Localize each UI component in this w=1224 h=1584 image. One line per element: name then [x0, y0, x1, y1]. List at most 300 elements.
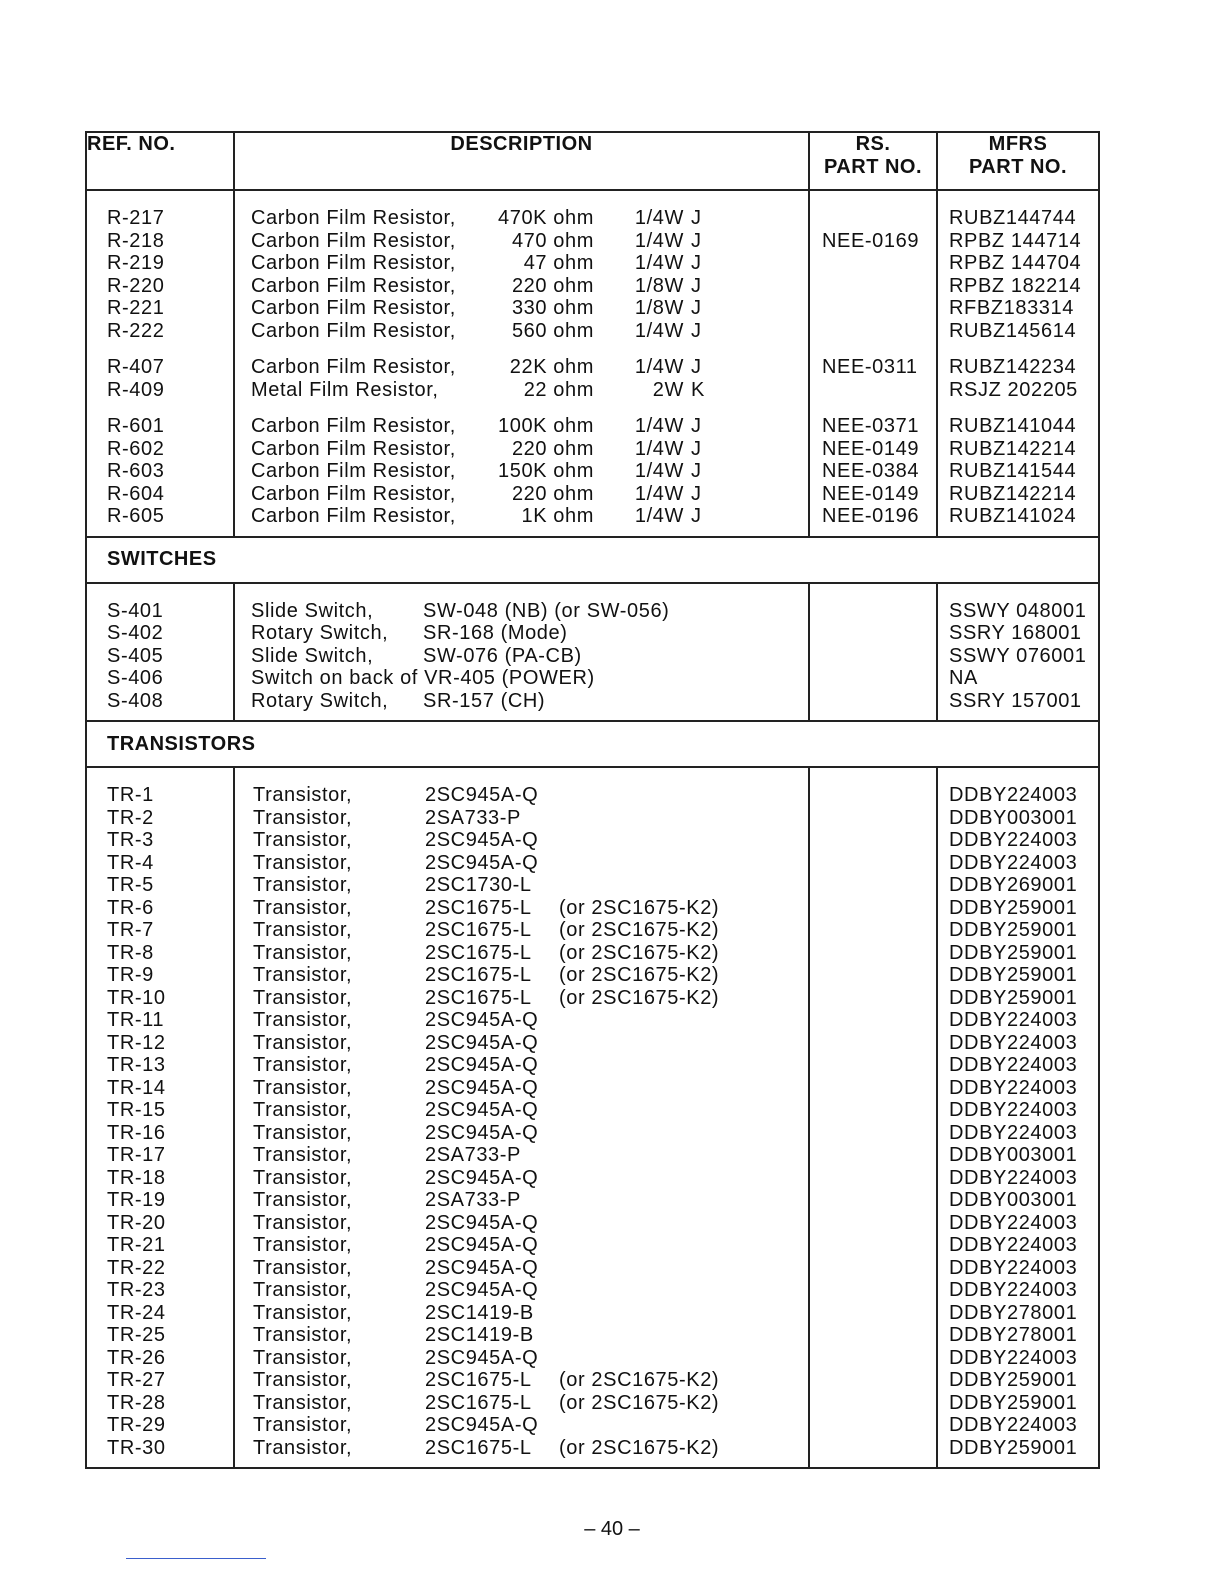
part-type: Carbon Film Resistor,	[251, 482, 456, 505]
mfrs-part-no: DDBY003001	[949, 1189, 1078, 1211]
part-type: Transistor,	[253, 1054, 353, 1076]
resistance-value: 47 ohm	[523, 252, 594, 274]
resistor-description	[251, 207, 808, 230]
rs-part-no	[822, 379, 936, 402]
rs-part-no	[822, 1347, 936, 1370]
part-type: Slide Switch,	[251, 599, 374, 622]
mfrs-part-no: DDBY278001	[949, 1301, 1078, 1324]
mfrs-part-no: DDBY224003	[949, 1256, 1078, 1279]
rs-part-no	[822, 942, 936, 965]
part-type: Slide Switch,	[251, 644, 374, 667]
transistor-description	[251, 1257, 808, 1280]
header-rs-part-no	[809, 132, 937, 190]
resistor-description	[251, 460, 808, 483]
ref-no: R-601	[107, 415, 165, 437]
part-type: Transistor,	[253, 1166, 353, 1189]
transistor-model: 2SC945A-Q	[425, 1054, 539, 1076]
rs-part-no: NEE-0169	[822, 229, 920, 252]
transistor-model: 2SC945A-Q	[425, 1121, 539, 1144]
resistance-value: 150K ohm	[498, 460, 594, 482]
ref-no: R-218	[107, 229, 165, 252]
transistor-model: 2SA733-P	[425, 806, 521, 829]
rs-part-no	[822, 829, 936, 852]
rs-part-no	[822, 645, 936, 668]
part-type: Transistor,	[253, 1144, 353, 1166]
header-mfrs-line2: PART NO.	[968, 156, 1068, 178]
mfrs-part-no: DDBY224003	[949, 1211, 1078, 1234]
rs-part-no	[822, 1234, 936, 1257]
part-type: Transistor,	[253, 964, 353, 986]
resistor-description	[251, 252, 808, 275]
mfrs-part-no: RFBZ183314	[949, 297, 1074, 319]
transistor-description	[251, 1324, 808, 1347]
wattage: 1/4W	[634, 460, 684, 482]
switches-section-row	[86, 537, 1099, 583]
parts-table	[85, 131, 1100, 1469]
mfrs-part-no: DDBY259001	[949, 896, 1078, 919]
part-type: Rotary Switch,	[251, 689, 389, 712]
transistor-description	[251, 1009, 808, 1032]
ref-no: TR-18	[107, 1166, 166, 1189]
rs-part-no	[822, 919, 936, 942]
part-type: Transistor,	[253, 1414, 353, 1436]
mfrs-part-no: RUBZ141044	[949, 415, 1077, 437]
tolerance-code: J	[691, 415, 702, 437]
transistor-model: 2SA733-P	[425, 1189, 521, 1211]
ref-no: TR-28	[107, 1391, 166, 1414]
part-type: Transistor,	[253, 784, 353, 806]
switch-description	[251, 645, 808, 668]
mfrs-part-no: DDBY224003	[949, 1009, 1078, 1031]
part-type: Transistor,	[253, 986, 353, 1009]
part-type: Transistor,	[253, 919, 353, 941]
part-type: Switch on back of VR-405 (POWER)	[251, 667, 595, 689]
part-type: Transistor,	[253, 1346, 353, 1369]
transistor-description	[251, 987, 808, 1010]
rs-part-no: NEE-0149	[822, 482, 920, 505]
part-type: Transistor,	[253, 806, 353, 829]
alternate-model: (or 2SC1675-K2)	[559, 964, 720, 986]
ref-no: R-605	[107, 505, 165, 527]
wattage: 1/4W	[634, 415, 684, 437]
ref-no: TR-29	[107, 1414, 166, 1436]
resistor-description	[251, 230, 808, 253]
part-type: Transistor,	[253, 1279, 353, 1301]
rs-part-no	[822, 320, 936, 343]
part-type: Carbon Film Resistor,	[251, 319, 456, 342]
tolerance-code: J	[691, 229, 702, 252]
ref-no: TR-9	[107, 964, 154, 986]
ref-no: S-405	[107, 644, 164, 667]
transistor-description	[251, 1392, 808, 1415]
transistor-model: 2SC1675-L	[425, 919, 532, 941]
mfrs-part-no: DDBY259001	[949, 964, 1078, 986]
transistor-model: 2SC1675-L	[425, 1391, 532, 1414]
mfrs-part-no: DDBY003001	[949, 1144, 1078, 1166]
part-type: Transistor,	[253, 1099, 353, 1121]
part-type: Transistor,	[253, 1391, 353, 1414]
mfrs-part-no: DDBY224003	[949, 1346, 1078, 1369]
switches-block	[86, 583, 1099, 722]
ref-no: TR-27	[107, 1369, 166, 1391]
part-type: Transistor,	[253, 1076, 353, 1099]
rs-part-no	[822, 1257, 936, 1280]
mfrs-part-no: DDBY224003	[949, 1099, 1078, 1121]
transistor-description	[251, 1347, 808, 1370]
rs-part-no	[822, 1009, 936, 1032]
resistance-value: 470K ohm	[498, 207, 594, 229]
mfrs-part-no: SSRY 157001	[949, 689, 1082, 712]
transistor-description	[251, 964, 808, 987]
mfrs-part-no: DDBY003001	[949, 806, 1078, 829]
mfrs-part-no: DDBY224003	[949, 1054, 1078, 1076]
part-type: Transistor,	[253, 1301, 353, 1324]
rs-part-no	[822, 987, 936, 1010]
transistor-model: 2SC945A-Q	[425, 1256, 539, 1279]
wattage: 1/8W	[634, 297, 684, 319]
ref-no: TR-14	[107, 1076, 166, 1099]
transistor-description	[251, 784, 808, 807]
rs-part-no	[822, 1189, 936, 1212]
part-type: Transistor,	[253, 1369, 353, 1391]
mfrs-part-no: DDBY259001	[949, 941, 1078, 964]
ref-no: TR-15	[107, 1099, 166, 1121]
wattage: 1/4W	[634, 505, 684, 527]
part-type: Metal Film Resistor,	[251, 378, 439, 401]
part-type: Carbon Film Resistor,	[251, 229, 456, 252]
group-spacer	[949, 401, 1098, 415]
rs-part-no	[822, 252, 936, 275]
table-header-row	[86, 132, 1099, 190]
mfrs-part-no: RPBZ 144714	[949, 229, 1082, 252]
ref-no: TR-23	[107, 1279, 166, 1301]
resistor-rs-column	[810, 191, 936, 536]
ref-no: TR-4	[107, 851, 154, 874]
group-spacer	[822, 342, 936, 356]
rs-part-no	[822, 297, 936, 320]
resistance-value: 22K ohm	[509, 356, 594, 378]
switch-description	[251, 600, 808, 623]
rs-part-no	[822, 1032, 936, 1055]
rs-part-no	[822, 1099, 936, 1122]
resistor-description	[251, 297, 808, 320]
ref-no: TR-6	[107, 896, 154, 919]
transistor-description	[251, 1144, 808, 1167]
mfrs-part-no: DDBY224003	[949, 1234, 1078, 1256]
rs-part-no	[822, 1212, 936, 1235]
tolerance-code: J	[691, 460, 702, 482]
transistor-model: 2SC945A-Q	[425, 1346, 539, 1369]
wattage: 1/4W	[634, 252, 684, 274]
switch-ref-column	[87, 584, 233, 721]
mfrs-part-no: DDBY224003	[949, 829, 1078, 851]
resistance-value: 220 ohm	[511, 274, 594, 297]
transistor-model: 2SC1675-L	[425, 964, 532, 986]
mfrs-part-no: DDBY224003	[949, 784, 1078, 806]
tolerance-code: J	[691, 207, 702, 229]
mfrs-part-no: SSRY 168001	[949, 622, 1082, 644]
wattage: 2W	[652, 378, 684, 401]
transistor-description-column	[235, 768, 808, 1467]
alternate-model: (or 2SC1675-K2)	[559, 941, 720, 964]
resistor-description-column	[235, 191, 808, 536]
ref-no: R-217	[107, 207, 165, 229]
transistor-model: 2SC1675-L	[425, 986, 532, 1009]
switch-model: SR-157 (CH)	[423, 689, 546, 712]
mfrs-part-no: RSJZ 202205	[949, 378, 1078, 401]
transistor-model: 2SC945A-Q	[425, 1234, 539, 1256]
resistance-value: 470 ohm	[511, 229, 594, 252]
alternate-model: (or 2SC1675-K2)	[559, 919, 720, 941]
rs-part-no	[822, 1392, 936, 1415]
transistor-description	[251, 807, 808, 830]
transistor-description	[251, 1234, 808, 1257]
rs-part-no	[822, 1167, 936, 1190]
resistor-description	[251, 483, 808, 506]
wattage: 1/4W	[634, 319, 684, 342]
part-type: Transistor,	[253, 1009, 353, 1031]
resistance-value: 220 ohm	[511, 482, 594, 505]
transistor-description	[251, 1032, 808, 1055]
transistor-description	[251, 897, 808, 920]
transistor-description	[251, 1302, 808, 1325]
transistor-model: 2SA733-P	[425, 1144, 521, 1166]
transistors-section-row	[86, 721, 1099, 767]
transistor-rs-column	[810, 768, 936, 1467]
rs-part-no	[822, 1122, 936, 1145]
rs-part-no: NEE-0384	[822, 460, 920, 482]
transistor-model: 2SC1675-L	[425, 1436, 532, 1459]
scan-artifact-line	[126, 1558, 266, 1559]
rs-part-no	[822, 1077, 936, 1100]
alternate-model: (or 2SC1675-K2)	[559, 1369, 720, 1391]
transistor-model: 2SC1419-B	[425, 1301, 534, 1324]
transistor-description	[251, 1212, 808, 1235]
ref-no: TR-17	[107, 1144, 166, 1166]
rs-part-no	[822, 275, 936, 298]
wattage: 1/4W	[634, 482, 684, 505]
mfrs-part-no: DDBY269001	[949, 874, 1078, 896]
ref-no: R-221	[107, 297, 165, 319]
mfrs-part-no: DDBY224003	[949, 851, 1078, 874]
group-spacer	[107, 401, 233, 415]
switch-model: SW-076 (PA-CB)	[423, 644, 582, 667]
resistor-mfrs-column	[938, 191, 1098, 536]
alternate-model: (or 2SC1675-K2)	[559, 1436, 720, 1459]
switch-model: SR-168 (Mode)	[423, 622, 568, 644]
part-type: Carbon Film Resistor,	[251, 297, 456, 319]
ref-no: S-402	[107, 622, 164, 644]
ref-no: TR-19	[107, 1189, 166, 1211]
part-type: Transistor,	[253, 1031, 353, 1054]
transistor-model: 2SC945A-Q	[425, 829, 539, 851]
header-description: DESCRIPTION	[234, 132, 809, 190]
part-type: Transistor,	[253, 896, 353, 919]
ref-no: R-219	[107, 252, 165, 274]
transistor-model: 2SC945A-Q	[425, 1031, 539, 1054]
tolerance-code: J	[691, 319, 702, 342]
page-number: – 40 –	[584, 1518, 640, 1540]
ref-no: TR-20	[107, 1211, 166, 1234]
part-type: Transistor,	[253, 829, 353, 851]
ref-no: TR-7	[107, 919, 154, 941]
transistor-model: 2SC945A-Q	[425, 1414, 539, 1436]
transistor-model: 2SC945A-Q	[425, 1279, 539, 1301]
rs-part-no	[822, 1279, 936, 1302]
ref-no: TR-1	[107, 784, 154, 806]
rs-part-no	[822, 1437, 936, 1460]
ref-no: TR-25	[107, 1324, 166, 1346]
switch-description	[251, 622, 808, 645]
rs-part-no	[822, 207, 936, 230]
resistance-value: 560 ohm	[511, 319, 594, 342]
transistor-description	[251, 942, 808, 965]
transistor-description	[251, 1369, 808, 1392]
transistor-model: 2SC945A-Q	[425, 1076, 539, 1099]
part-type: Carbon Film Resistor,	[251, 252, 456, 274]
mfrs-part-no: SSWY 076001	[949, 644, 1087, 667]
part-type: Rotary Switch,	[251, 622, 389, 644]
mfrs-part-no: DDBY259001	[949, 1436, 1078, 1459]
part-type: Transistor,	[253, 941, 353, 964]
mfrs-part-no: RUBZ141024	[949, 505, 1077, 527]
header-mfrs-part-no	[937, 132, 1099, 190]
rs-part-no	[822, 600, 936, 623]
header-mfrs-line1: MFRS	[988, 133, 1048, 155]
rs-part-no: NEE-0311	[822, 356, 918, 378]
resistor-description	[251, 320, 808, 343]
ref-no: TR-5	[107, 874, 154, 896]
transistor-model: 2SC945A-Q	[425, 1166, 539, 1189]
switch-description	[251, 690, 808, 713]
rs-part-no	[822, 807, 936, 830]
tolerance-code: J	[691, 356, 702, 378]
resistance-value: 220 ohm	[511, 437, 594, 460]
transistor-description	[251, 1167, 808, 1190]
ref-no: S-406	[107, 667, 164, 689]
rs-part-no	[822, 622, 936, 645]
group-spacer	[251, 342, 808, 356]
transistors-block	[86, 767, 1099, 1468]
mfrs-part-no: SSWY 048001	[949, 599, 1087, 622]
resistor-description	[251, 379, 808, 402]
rs-part-no	[822, 1324, 936, 1347]
resistor-ref-column	[87, 191, 233, 536]
mfrs-part-no: RUBZ145614	[949, 319, 1077, 342]
mfrs-part-no: RPBZ 182214	[949, 274, 1082, 297]
group-spacer	[822, 401, 936, 415]
part-type: Transistor,	[253, 1121, 353, 1144]
ref-no: TR-16	[107, 1121, 166, 1144]
transistor-description	[251, 874, 808, 897]
transistor-description	[251, 1054, 808, 1077]
resistor-description	[251, 275, 808, 298]
mfrs-part-no: DDBY224003	[949, 1279, 1078, 1301]
ref-no: TR-8	[107, 941, 154, 964]
mfrs-part-no: DDBY224003	[949, 1414, 1078, 1436]
resistance-value: 100K ohm	[498, 415, 594, 437]
rs-part-no	[822, 852, 936, 875]
part-type: Carbon Film Resistor,	[251, 437, 456, 460]
mfrs-part-no: DDBY259001	[949, 1369, 1078, 1391]
tolerance-code: J	[691, 297, 702, 319]
ref-no: TR-22	[107, 1256, 166, 1279]
transistor-description	[251, 1122, 808, 1145]
switch-description-column	[235, 584, 808, 721]
group-spacer	[251, 401, 808, 415]
resistor-description	[251, 438, 808, 461]
ref-no: S-401	[107, 599, 164, 622]
rs-part-no	[822, 1054, 936, 1077]
switch-rs-column	[810, 584, 936, 721]
mfrs-part-no: RUBZ144744	[949, 207, 1077, 229]
part-type: Transistor,	[253, 1234, 353, 1256]
alternate-model: (or 2SC1675-K2)	[559, 986, 720, 1009]
part-type: Carbon Film Resistor,	[251, 207, 456, 229]
tolerance-code: J	[691, 505, 702, 527]
tolerance-code: J	[691, 252, 702, 274]
rs-part-no	[822, 1144, 936, 1167]
part-type: Transistor,	[253, 1324, 353, 1346]
wattage: 1/4W	[634, 437, 684, 460]
ref-no: R-603	[107, 460, 165, 482]
ref-no: TR-13	[107, 1054, 166, 1076]
rs-part-no	[822, 964, 936, 987]
transistor-description	[251, 1099, 808, 1122]
ref-no: R-604	[107, 482, 165, 505]
ref-no: S-408	[107, 689, 164, 712]
transistor-description	[251, 829, 808, 852]
rs-part-no	[822, 897, 936, 920]
part-type: Transistor,	[253, 851, 353, 874]
ref-no: R-407	[107, 356, 165, 378]
mfrs-part-no: DDBY224003	[949, 1121, 1078, 1144]
mfrs-part-no: DDBY259001	[949, 986, 1078, 1009]
transistor-mfrs-column	[938, 768, 1098, 1467]
tolerance-code: J	[691, 437, 702, 460]
tolerance-code: K	[691, 378, 705, 401]
transistor-ref-column	[87, 768, 233, 1467]
switches-section-title: SWITCHES	[86, 537, 1099, 583]
mfrs-part-no: RUBZ142214	[949, 437, 1077, 460]
part-type: Carbon Film Resistor,	[251, 505, 456, 527]
resistor-description	[251, 356, 808, 379]
rs-part-no: NEE-0149	[822, 437, 920, 460]
rs-part-no	[822, 667, 936, 690]
ref-no: TR-2	[107, 806, 154, 829]
part-type: Carbon Film Resistor,	[251, 274, 456, 297]
wattage: 1/4W	[634, 356, 684, 378]
transistor-model: 2SC945A-Q	[425, 1211, 539, 1234]
transistor-description	[251, 852, 808, 875]
part-type: Transistor,	[253, 1436, 353, 1459]
transistor-description	[251, 919, 808, 942]
rs-part-no	[822, 784, 936, 807]
rs-part-no: NEE-0371	[822, 415, 920, 437]
resistance-value: 1K ohm	[521, 505, 594, 527]
part-type: Transistor,	[253, 1211, 353, 1234]
part-type: Transistor,	[253, 874, 353, 896]
ref-no: R-222	[107, 319, 165, 342]
mfrs-part-no: DDBY224003	[949, 1031, 1078, 1054]
header-rs-line2: PART NO.	[823, 156, 923, 178]
ref-no: R-602	[107, 437, 165, 460]
rs-part-no	[822, 1369, 936, 1392]
rs-part-no	[822, 1302, 936, 1325]
ref-no: TR-3	[107, 829, 154, 851]
group-spacer	[949, 342, 1098, 356]
mfrs-part-no: DDBY224003	[949, 1166, 1078, 1189]
